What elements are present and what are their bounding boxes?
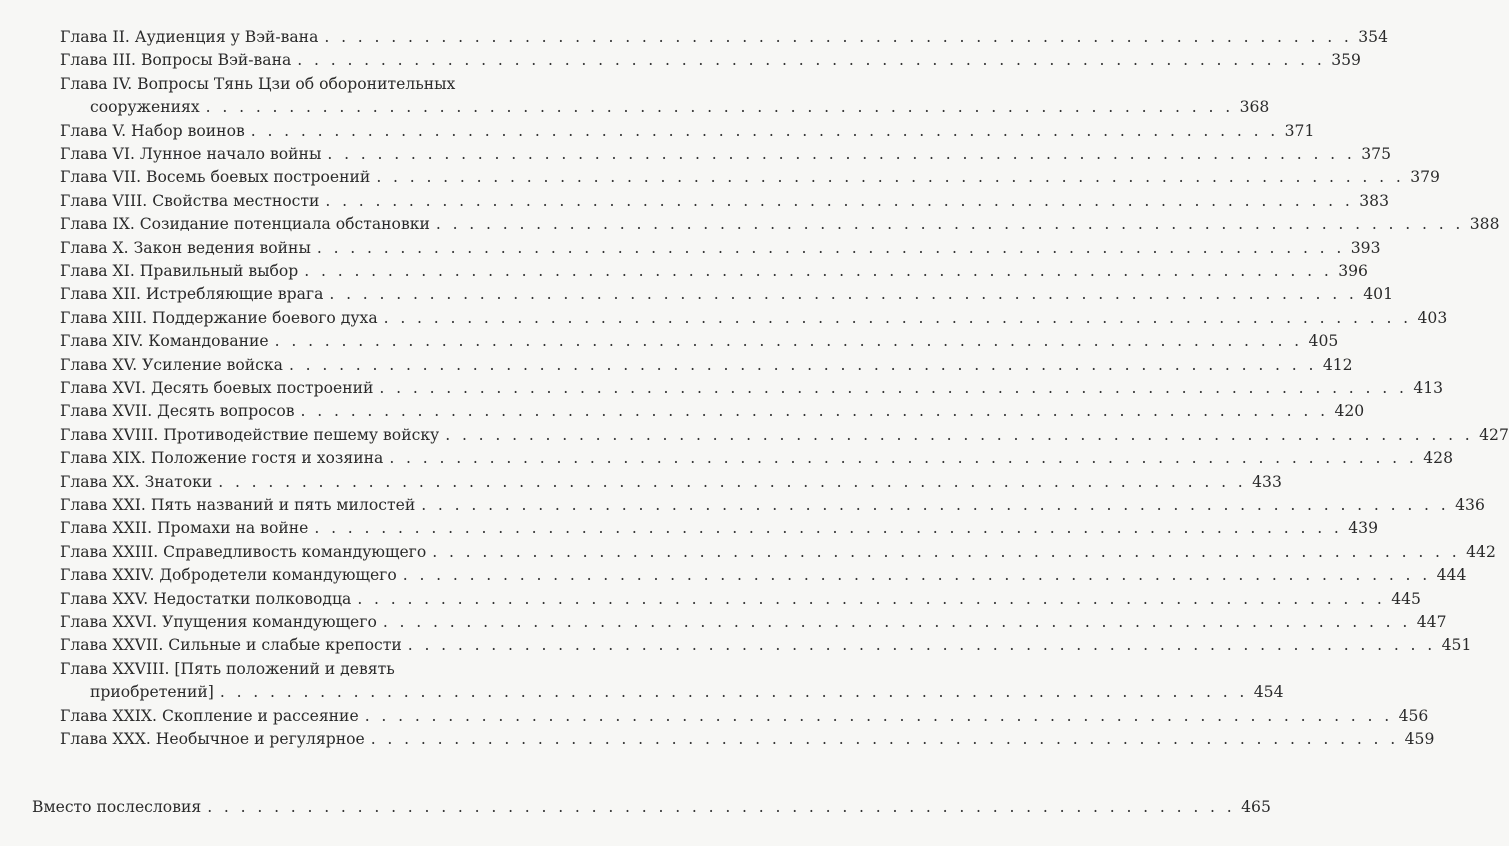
toc-entry-title: Глава XXI. Пять названий и пять милостей [60,496,416,514]
dot-leader: . . . . . . . . . . . . . . . . . . . . . . . . . . . . . . . . . . . . . . . . . . . . . . . . . . . . . . . . . . . . . . [250,121,1279,140]
toc-entry [60,330,1339,353]
toc-entry [60,611,1447,634]
toc-entry-title: Глава XVII. Десять вопросов [60,402,295,421]
toc-entry-page-number: 420 [1334,402,1365,421]
toc-entry-page-number: 444 [1436,566,1467,585]
toc-entry [32,796,1271,819]
dot-leader: . . . . . . . . . . . . . . . . . . . . . . . . . . . . . . . . . . . . . . . . . . . . . . . . . . . . . . . . . . . . . . [274,332,1303,351]
toc-entry-page-number: 439 [1348,519,1379,538]
toc-entry [90,96,1270,119]
toc-entry-title: Вместо послесловия [32,798,202,816]
toc-entry-page-number: 447 [1416,613,1447,631]
toc-entry-page-number: 388 [1469,215,1500,234]
toc-entry-title: Глава XIV. Командование [60,332,269,351]
dot-leader: . . . . . . . . . . . . . . . . . . . . . . . . . . . . . . . . . . . . . . . . . . . . . . . . . . . . . . . . . . . . . . [435,215,1464,234]
toc-entry [60,120,1315,143]
dot-leader: . . . . . . . . . . . . . . . . . . . . . . . . . . . . . . . . . . . . . . . . . . . . . . . . . . . . . . . . . . . . . . [207,798,1236,816]
toc-entry-page-number: 433 [1252,472,1282,491]
toc-entry [60,400,1365,423]
toc-entry-title: Глава XXX. Необычное и регулярное [60,730,365,748]
toc-entry-title: Глава VI. Лунное начало войны [60,145,322,163]
dot-leader: . . . . . . . . . . . . . . . . . . . . . . . . . . . . . . . . . . . . . . . . . . . . . . . . . . . . . . . . . . . . . . [445,425,1474,444]
toc-entry-title: Глава XV. Усиление войска [60,355,283,374]
toc-entry-page-number: 442 [1466,542,1496,561]
toc-entry [60,705,1429,728]
dot-leader: . . . . . . . . . . . . . . . . . . . . . . . . . . . . . . . . . . . . . . . . . . . . . . . . . . . . . . . . . . . . . . [407,636,1436,655]
toc-entry [60,237,1381,260]
toc-entry [60,307,1448,330]
toc-entry-title: Глава XXIII. Справедливость командующего [60,542,427,561]
toc-entry-title-line: Глава IV. Вопросы Тянь Цзи об оборонительных [60,74,456,93]
toc-entry [60,377,1444,400]
dot-leader: . . . . . . . . . . . . . . . . . . . . . . . . . . . . . . . . . . . . . . . . . . . . . . . . . . . . . . . . . . . . . . [205,98,1234,117]
dot-leader: . . . . . . . . . . . . . . . . . . . . . . . . . . . . . . . . . . . . . . . . . . . . . . . . . . . . . . . . . . . . . . [432,542,1461,561]
toc-entry-title: Глава V. Набор воинов [60,121,245,140]
toc-entry-page-number: 359 [1331,51,1361,70]
toc-entry [60,213,1500,236]
toc-entry-page-number: 383 [1359,191,1390,210]
toc-entry-title: Глава XIII. Поддержание боевого духа [60,308,378,327]
dot-leader: . . . . . . . . . . . . . . . . . . . . . . . . . . . . . . . . . . . . . . . . . . . . . . . . . . . . . . . . . . . . . . [329,285,1358,304]
toc-entry [60,424,1509,447]
dot-leader: . . . . . . . . . . . . . . . . . . . . . . . . . . . . . . . . . . . . . . . . . . . . . . . . . . . . . . . . . . . . . . [357,589,1386,608]
toc-entry-page-number: 401 [1363,285,1394,304]
dot-leader: . . . . . . . . . . . . . . . . . . . . . . . . . . . . . . . . . . . . . . . . . . . . . . . . . . . . . . . . . . . . . . [304,262,1333,280]
toc-entry [60,49,1361,72]
toc-entry-page-number: 451 [1441,636,1472,655]
toc-entry-page-number: 413 [1413,379,1444,397]
toc-entry-page-number: 456 [1398,706,1429,725]
toc-entry-page-number: 354 [1358,28,1389,46]
toc-entry [60,190,1390,213]
dot-leader: . . . . . . . . . . . . . . . . . . . . . . . . . . . . . . . . . . . . . . . . . . . . . . . . . . . . . . . . . . . . . . [316,238,1345,257]
toc-entry [60,26,1389,49]
toc-entry-page-number: 393 [1350,238,1381,257]
dot-leader: . . . . . . . . . . . . . . . . . . . . . . . . . . . . . . . . . . . . . . . . . . . . . . . . . . . . . . . . . . . . . . [421,496,1450,514]
toc-entry [60,283,1394,306]
toc-entry-title: Глава XVI. Десять боевых построений [60,379,374,397]
toc-entry-page-number: 428 [1423,449,1453,468]
toc-entry [60,260,1368,283]
dot-leader: . . . . . . . . . . . . . . . . . . . . . . . . . . . . . . . . . . . . . . . . . . . . . . . . . . . . . . . . . . . . . . [219,683,1248,702]
toc-entry [90,681,1284,704]
toc-entry-title: Глава XXV. Недостатки полководца [60,589,352,608]
dot-leader: . . . . . . . . . . . . . . . . . . . . . . . . . . . . . . . . . . . . . . . . . . . . . . . . . . . . . . . . . . . . . . [297,51,1326,70]
toc-entry-page-number: 412 [1322,355,1353,374]
toc-entry [60,447,1453,470]
toc-entry-title: Глава VIII. Свойства местности [60,191,320,210]
toc-entry [60,354,1353,377]
dot-leader: . . . . . . . . . . . . . . . . . . . . . . . . . . . . . . . . . . . . . . . . . . . . . . . . . . . . . . . . . . . . . . [402,566,1431,585]
toc-entry-page-number: 396 [1338,262,1368,280]
dot-leader: . . . . . . . . . . . . . . . . . . . . . . . . . . . . . . . . . . . . . . . . . . . . . . . . . . . . . . . . . . . . . . [389,449,1418,468]
toc-entry-title: Глава XXVII. Сильные и слабые крепости [60,636,402,655]
toc-entry [60,588,1421,611]
dot-leader: . . . . . . . . . . . . . . . . . . . . . . . . . . . . . . . . . . . . . . . . . . . . . . . . . . . . . . . . . . . . . . [288,355,1317,374]
toc-entry [60,494,1485,517]
toc-entry-page-number: 371 [1284,121,1315,140]
dot-leader: . . . . . . . . . . . . . . . . . . . . . . . . . . . . . . . . . . . . . . . . . . . . . . . . . . . . . . . . . . . . . . [376,168,1405,187]
toc-entry-title: Глава XXVI. Упущения командующего [60,613,377,631]
toc-entry-title: приобретений] [90,683,214,702]
dot-leader: . . . . . . . . . . . . . . . . . . . . . . . . . . . . . . . . . . . . . . . . . . . . . . . . . . . . . . . . . . . . . . [382,613,1411,631]
toc-entry [60,564,1467,587]
toc-entry-title: Глава XI. Правильный выбор [60,262,299,280]
dot-leader: . . . . . . . . . . . . . . . . . . . . . . . . . . . . . . . . . . . . . . . . . . . . . . . . . . . . . . . . . . . . . . [324,28,1353,46]
toc-entry-page-number: 368 [1239,98,1270,117]
toc-entry-title: Глава XII. Истребляющие врага [60,285,324,304]
toc-entry [60,517,1379,540]
toc-entry-title: Глава XXIX. Скопление и рассеяние [60,706,359,725]
toc-entry-title: Глава XXIV. Добродетели командующего [60,566,397,585]
dot-leader: . . . . . . . . . . . . . . . . . . . . . . . . . . . . . . . . . . . . . . . . . . . . . . . . . . . . . . . . . . . . . . [325,191,1354,210]
toc-entry-title-line: Глава XXVIII. [Пять положений и девять [60,659,395,678]
toc-entry-title: Глава X. Закон ведения войны [60,238,311,257]
toc-entry-page-number: 403 [1417,308,1448,327]
toc-entry [60,471,1282,494]
dot-leader: . . . . . . . . . . . . . . . . . . . . . . . . . . . . . . . . . . . . . . . . . . . . . . . . . . . . . . . . . . . . . . [383,308,1412,327]
dot-leader: . . . . . . . . . . . . . . . . . . . . . . . . . . . . . . . . . . . . . . . . . . . . . . . . . . . . . . . . . . . . . . [300,402,1329,421]
toc-entry-page-number: 436 [1455,496,1485,514]
toc-entry-page-number: 445 [1391,589,1421,608]
toc-entry-page-number: 405 [1308,332,1339,351]
toc-entry-title: Глава XX. Знатоки [60,472,213,491]
toc-entry-page-number: 427 [1479,425,1509,444]
toc-entry-title: Глава XXII. Промахи на войне [60,519,309,538]
toc-entry [60,728,1435,751]
toc-entry-page-number: 375 [1361,145,1392,163]
toc-entry-title: Глава IX. Созидание потенциала обстановки [60,215,430,234]
dot-leader: . . . . . . . . . . . . . . . . . . . . . . . . . . . . . . . . . . . . . . . . . . . . . . . . . . . . . . . . . . . . . . [379,379,1408,397]
toc-entry-title: Глава XVIII. Противодействие пешему войску [60,425,440,444]
toc-entry [60,143,1392,166]
toc-entry-page-number: 379 [1410,168,1440,187]
toc-entry-page-number: 459 [1404,730,1435,748]
toc-entry [60,166,1440,189]
dot-leader: . . . . . . . . . . . . . . . . . . . . . . . . . . . . . . . . . . . . . . . . . . . . . . . . . . . . . . . . . . . . . . [370,730,1399,748]
toc-entry [60,541,1496,564]
toc-entry-title: Глава VII. Восемь боевых построений [60,168,371,187]
toc-entry-title: Глава III. Вопросы Вэй-вана [60,51,292,70]
toc-entry-page-number: 465 [1241,798,1271,816]
toc-entry-title: сооружениях [90,98,200,117]
toc-entry-title: Глава XIX. Положение гостя и хозяина [60,449,384,468]
dot-leader: . . . . . . . . . . . . . . . . . . . . . . . . . . . . . . . . . . . . . . . . . . . . . . . . . . . . . . . . . . . . . . [314,519,1343,538]
dot-leader: . . . . . . . . . . . . . . . . . . . . . . . . . . . . . . . . . . . . . . . . . . . . . . . . . . . . . . . . . . . . . . [327,145,1356,163]
toc-entry [60,634,1472,657]
toc-entry-page-number: 454 [1253,683,1284,702]
dot-leader: . . . . . . . . . . . . . . . . . . . . . . . . . . . . . . . . . . . . . . . . . . . . . . . . . . . . . . . . . . . . . . [218,472,1247,491]
toc-entry-title: Глава II. Аудиенция у Вэй-вана [60,28,319,46]
dot-leader: . . . . . . . . . . . . . . . . . . . . . . . . . . . . . . . . . . . . . . . . . . . . . . . . . . . . . . . . . . . . . . [364,706,1393,725]
